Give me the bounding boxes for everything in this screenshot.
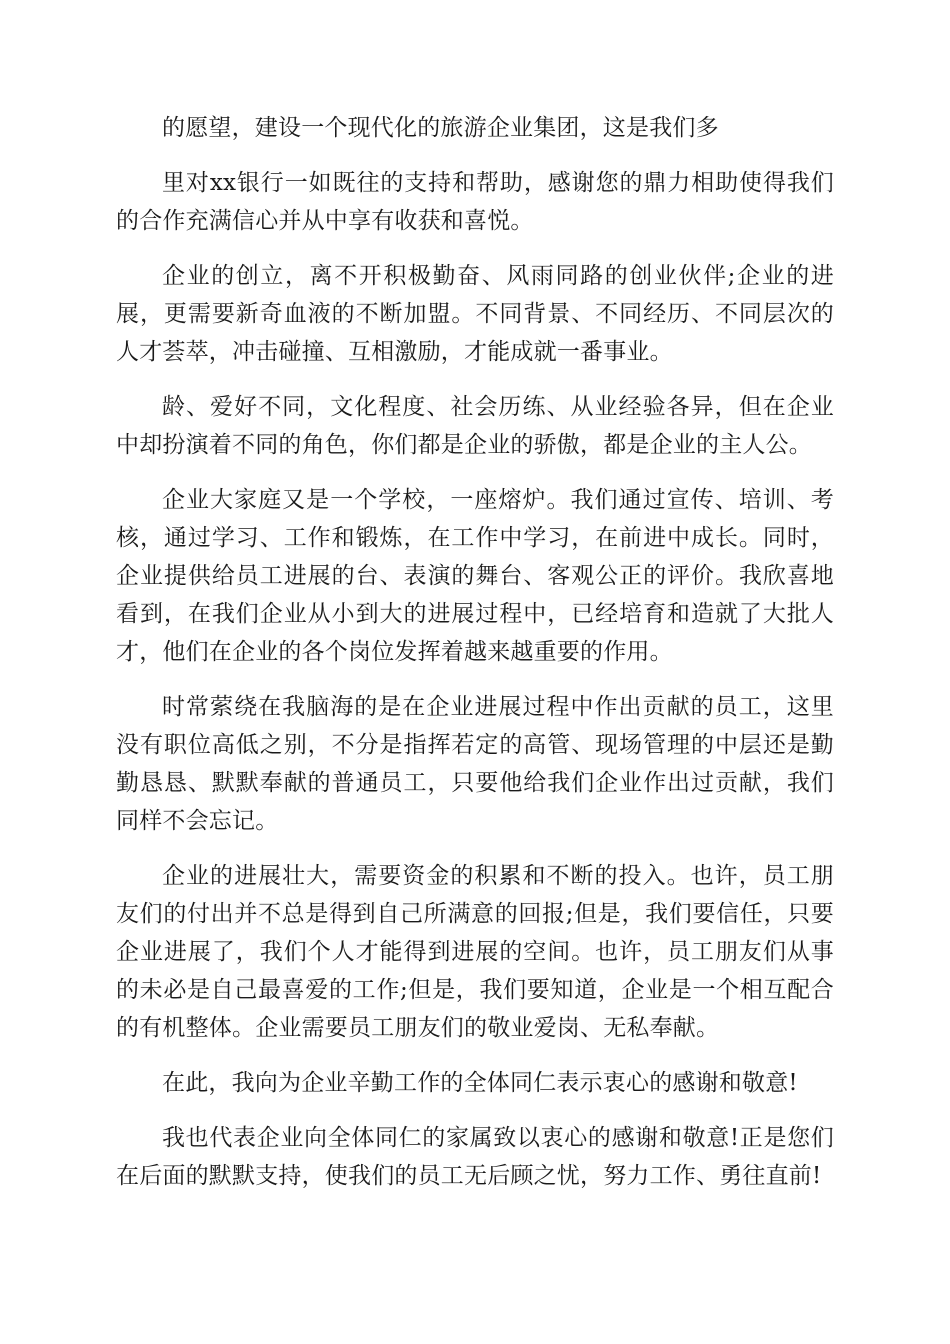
paragraph: 企业的创立，离不开积极勤奋、风雨同路的创业伙伴;企业的进展，更需要新奇血液的不断加盟。不同背景、不同经历、不同层次的人才荟萃，冲击碰撞、互相激励，才能成就一番事业。: [116, 263, 834, 365]
paragraph: 的愿望，建设一个现代化的旅游企业集团，这是我们多: [162, 115, 719, 141]
paragraph: 时常萦绕在我脑海的是在企业进展过程中作出贡献的员工，这里没有职位高低之别，不分是指挥若定的高管、现场管理的中层还是勤勤恳恳、默默奉献的普通员工，只要他给我们企业作出过贡献，我们同样不会忘记。: [116, 694, 834, 834]
paragraph: 里对xx银行一如既往的支持和帮助，感谢您的鼎力相助使得我们的合作充满信心并从中享有收获和喜悦。: [116, 170, 834, 234]
document-body: [116, 109, 834, 1212]
paragraph: 企业大家庭又是一个学校，一座熔炉。我们通过宣传、培训、考核，通过学习、工作和锻炼，在工作中学习，在前进中成长。同时，企业提供给员工进展的台、表演的舞台、客观公正的评价。我欣喜地看到，在我们企业从小到大的进展过程中，已经培育和造就了大批人才，他们在企业的各个岗位发挥着越来越重要的作用。: [116, 487, 834, 665]
paragraph: 龄、爱好不同，文化程度、社会历练、从业经验各异，但在企业中却扮演着不同的角色，你们都是企业的骄傲，都是企业的主人公。: [116, 394, 834, 458]
paragraph: 企业的进展壮大，需要资金的积累和不断的投入。也许，员工朋友们的付出并不总是得到自己所满意的回报;但是，我们要信任，只要企业进展了，我们个人才能得到进展的空间。也许，员工朋友们从事的未必是自己最喜爱的工作;但是，我们要知道，企业是一个相互配合的有机整体。企业需要员工朋友们的敬业爱岗、无私奉献。: [116, 863, 834, 1041]
paragraph: 我也代表企业向全体同仁的家属致以衷心的感谢和敬意!正是您们在后面的默默支持，使我们的员工无后顾之忧，努力工作、勇往直前!: [116, 1125, 834, 1189]
paragraph: 在此，我向为企业辛勤工作的全体同仁表示衷心的感谢和敬意!: [162, 1070, 798, 1096]
